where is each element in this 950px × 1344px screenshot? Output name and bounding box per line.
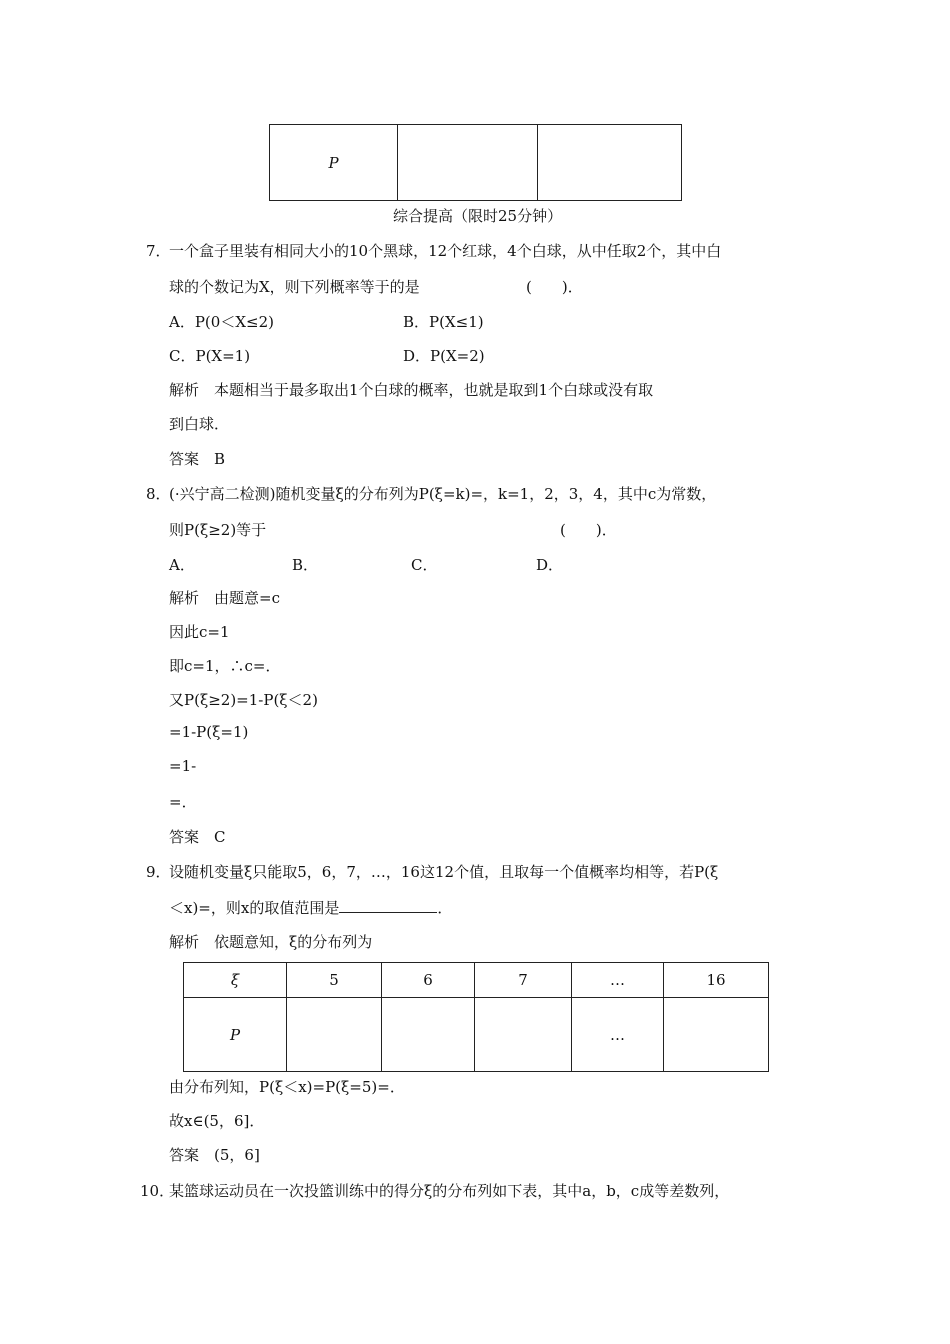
q9-after-2: 故x∈(5，6]． [169, 1112, 265, 1130]
q8-step-5: =1-P(ξ=1) [169, 723, 249, 741]
table-cell [538, 125, 682, 201]
table-header-cell: 5 [287, 963, 382, 998]
q8-option-c: C． [411, 556, 438, 574]
q7-analysis-line-1: 解析 本题相当于最多取出1个白球的概率，也就是取到1个白球或没有取 [169, 381, 654, 399]
q7-option-c: C．P(X=1) [169, 347, 251, 365]
q8-step-3: 即c=1，∴c=． [169, 657, 281, 675]
q7-option-a: A．P(0＜X≤2) [169, 313, 274, 331]
q8-line-2: 则P(ξ≥2)等于 [169, 521, 267, 539]
q9-line-2-text: ＜x)=，则x的取值范围是 [169, 899, 340, 917]
q8-number: 8． [146, 485, 171, 503]
q8-step-1: 解析 由题意=c [169, 589, 280, 607]
table-header-cell: 6 [382, 963, 475, 998]
table-cell [287, 998, 382, 1072]
q7-option-b: B．P(X≤1) [403, 313, 484, 331]
section-title: 综合提高（限时25分钟） [393, 207, 563, 225]
table-cell [382, 998, 475, 1072]
q8-option-a: A． [169, 556, 195, 574]
q7-number: 7． [146, 242, 171, 260]
q7-answer-paren: ( )． [526, 278, 583, 296]
table-cell: P [184, 998, 287, 1072]
q9-line-2 [169, 897, 452, 918]
q9-number: 9． [146, 863, 171, 881]
q9-after-1: 由分布列知，P(ξ＜x)=P(ξ=5)=． [169, 1078, 405, 1096]
q8-line-1: (·兴宁高二检测)随机变量ξ的分布列为P(ξ=k)=，k=1，2，3，4，其中c为常数， [169, 485, 717, 503]
q8-step-4: 又P(ξ≥2)=1-P(ξ＜2) [169, 691, 318, 709]
table-header-cell: 16 [664, 963, 769, 998]
q9-answer-blank[interactable] [339, 899, 437, 913]
table-header-cell: … [572, 963, 664, 998]
table-cell [398, 125, 538, 201]
q8-step-2: 因此c=1 [169, 623, 230, 641]
q7-line-2: 球的个数记为X，则下列概率等于的是 [169, 278, 420, 296]
table-cell: … [572, 998, 664, 1072]
q7-analysis-line-2: 到白球． [169, 415, 230, 433]
top-probability-table [269, 124, 682, 201]
table-header-cell: 7 [475, 963, 572, 998]
q9-analysis: 解析 依题意知，ξ的分布列为 [169, 933, 373, 951]
q10-line-1: 某篮球运动员在一次投篮训练中的得分ξ的分布列如下表，其中a，b，c成等差数列， [169, 1182, 730, 1200]
q10-number: 10． [140, 1182, 175, 1200]
q9-answer: 答案 (5，6] [169, 1146, 260, 1164]
q9-distribution-table [183, 962, 769, 1072]
table-cell [664, 998, 769, 1072]
q8-step-7: =． [169, 793, 197, 811]
q7-option-d: D．P(X=2) [403, 347, 485, 365]
q8-option-d: D． [536, 556, 564, 574]
q8-answer: 答案 C [169, 828, 226, 846]
q9-line-2-end: ． [437, 899, 453, 917]
q8-answer-paren: ( )． [560, 521, 617, 539]
table-cell [475, 998, 572, 1072]
table-header-cell: ξ [184, 963, 287, 998]
q8-option-b: B． [292, 556, 319, 574]
q9-line-1: 设随机变量ξ只能取5，6，7，…，16这12个值，且取每一个值概率均相等，若P(ξ [169, 863, 719, 881]
q8-step-6: =1- [169, 757, 197, 775]
table-row-label: P [270, 125, 398, 201]
q7-answer: 答案 B [169, 450, 226, 468]
q7-line-1: 一个盒子里装有相同大小的10个黑球，12个红球，4个白球，从中任取2个，其中白 [169, 242, 722, 260]
